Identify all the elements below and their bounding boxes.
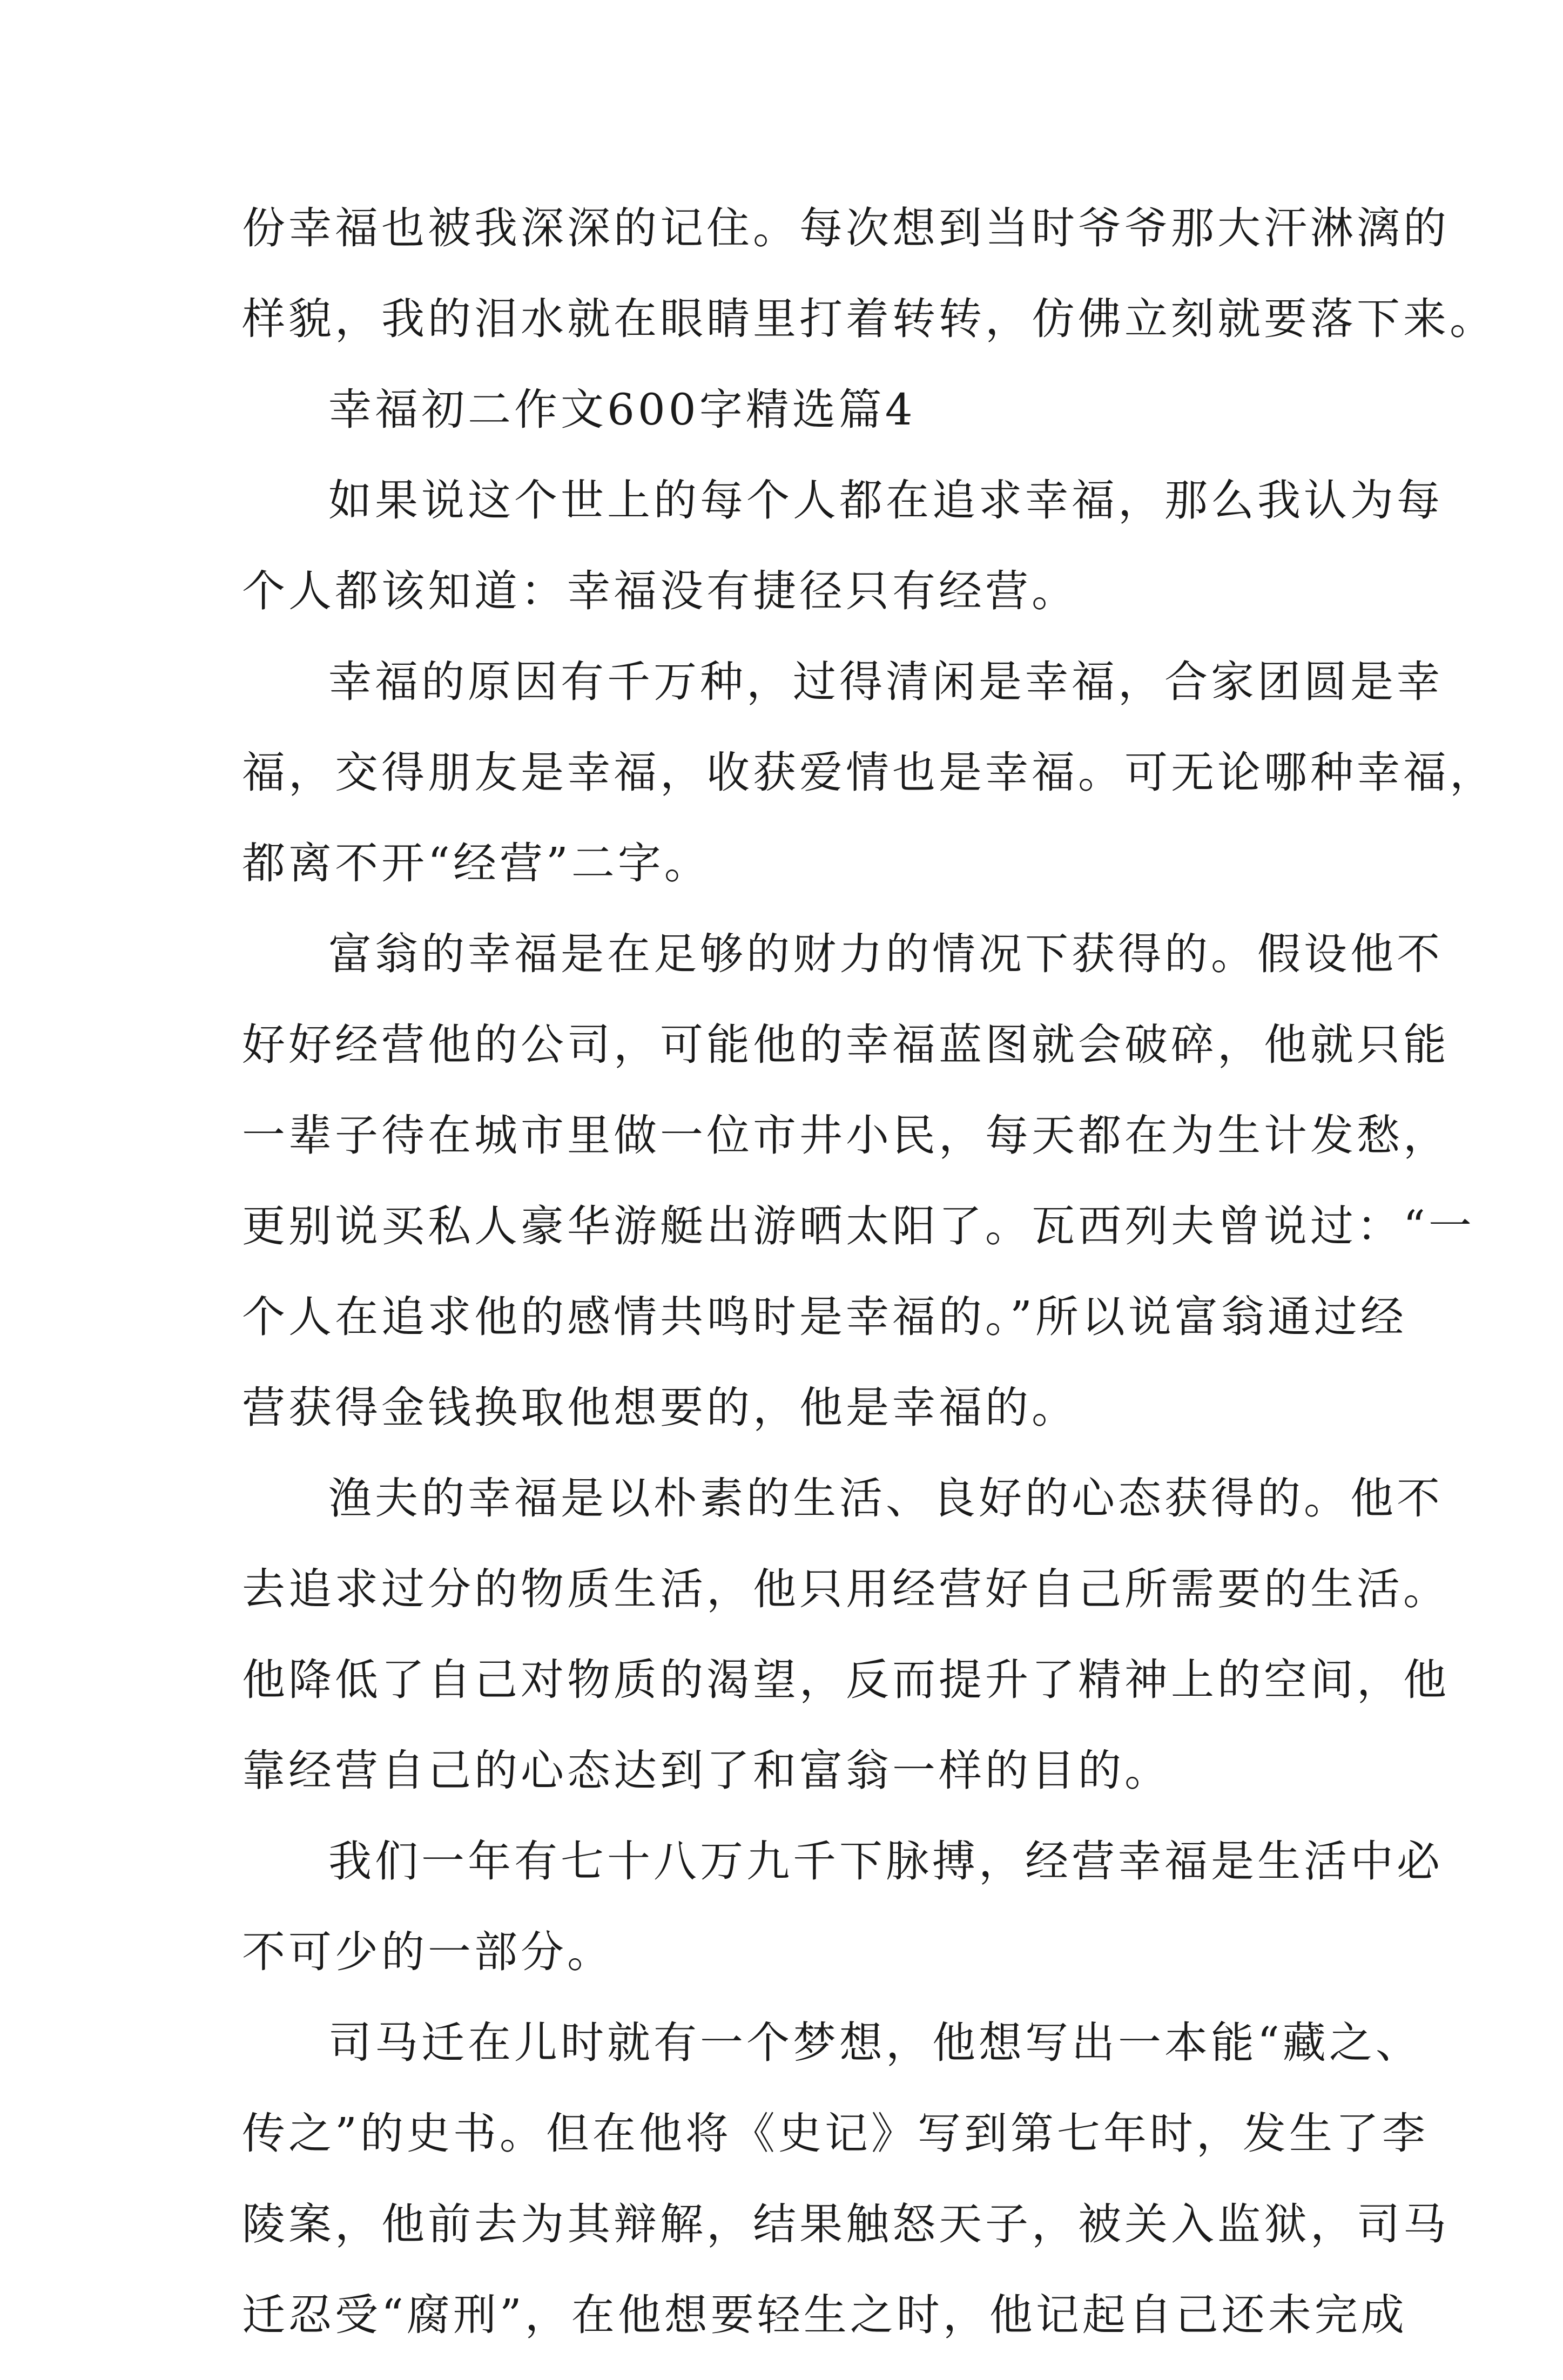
text-line: 靠经营自己的心态达到了和富翁一样的目的。	[242, 1745, 1171, 1796]
text-line: 我们一年有七十八万九千下脉搏，经营幸福是生活中必	[328, 1836, 1443, 1886]
text-line: 渔夫的幸福是以朴素的生活、良好的心态获得的。他不	[328, 1473, 1443, 1523]
text-line: 营获得金钱换取他想要的，他是幸福的。	[242, 1383, 1078, 1433]
text-line: 更别说买私人豪华游艇出游晒太阳了。瓦西列夫曾说过：“一	[242, 1201, 1475, 1251]
text-line: 去追求过分的物质生活，他只用经营好自己所需要的生活。	[242, 1564, 1450, 1614]
text-line: 陵案，他前去为其辩解，结果触怒天子，被关入监狱，司马	[242, 2199, 1450, 2249]
text-line: 个人在追求他的感情共鸣时是幸福的。”所以说富翁通过经	[242, 1292, 1407, 1342]
text-line: 个人都该知道：幸福没有捷径只有经营。	[242, 566, 1078, 616]
text-line: 福，交得朋友是幸福，收获爱情也是幸福。可无论哪种幸福，	[242, 747, 1496, 798]
text-line: 传之”的史书。但在他将《史记》写到第七年时，发生了李	[242, 2108, 1429, 2159]
text-line: 迁忍受“腐刑”，在他想要轻生之时，他记起自己还未完成	[242, 2290, 1407, 2340]
text-line: 都离不开“经营”二字。	[242, 838, 711, 888]
text-line: 一辈子待在城市里做一位市井小民，每天都在为生计发愁，	[242, 1110, 1450, 1161]
text-line: 好好经营他的公司，可能他的幸福蓝图就会破碎，他就只能	[242, 1020, 1450, 1070]
text-line: 不可少的一部分。	[242, 1927, 614, 1977]
text-line: 司马迁在儿时就有一个梦想，他想写出一本能“藏之、	[328, 2018, 1422, 2068]
text-line: 如果说这个世上的每个人都在追求幸福，那么我认为每	[328, 475, 1443, 525]
text-line: 富翁的幸福是在足够的财力的情况下获得的。假设他不	[328, 929, 1443, 979]
document-page	[242, 203, 1496, 2380]
section-heading: 幸福初二作文600字精选篇4	[328, 385, 916, 435]
text-line: 份幸福也被我深深的记住。每次想到当时爷爷那大汗淋漓的	[242, 203, 1450, 253]
text-line: 他降低了自己对物质的渴望，反而提升了精神上的空间，他	[242, 1655, 1450, 1705]
text-line: 幸福的原因有千万种，过得清闲是幸福，合家团圆是幸	[328, 657, 1443, 707]
text-line: 样貌，我的泪水就在眼睛里打着转转，仿佛立刻就要落下来。	[242, 294, 1496, 344]
